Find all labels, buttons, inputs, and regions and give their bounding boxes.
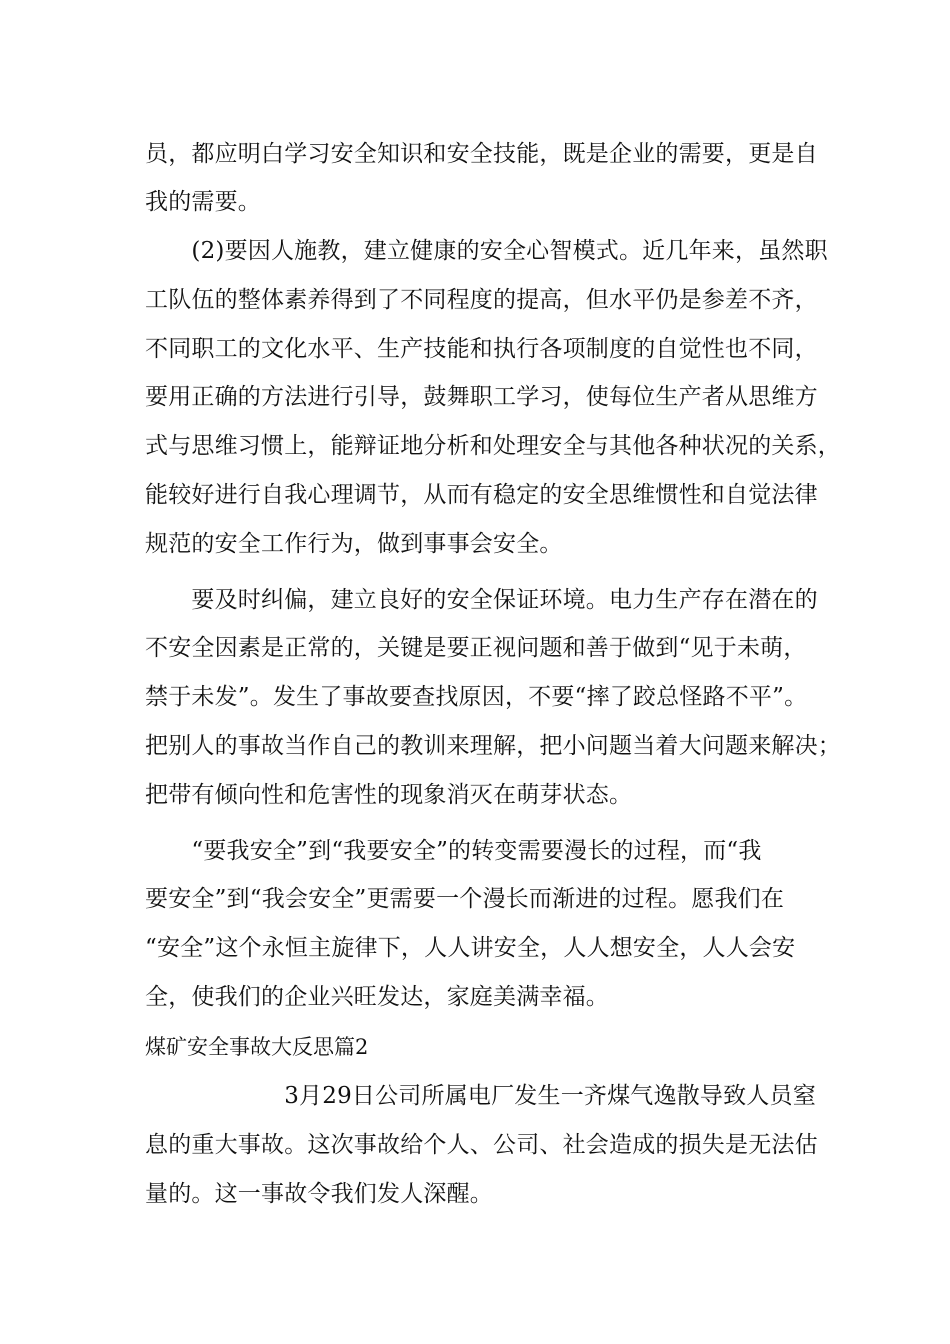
text-line: 量的。这一事故令我们发人深醒。: [145, 1181, 493, 1207]
text-line: 要安全”到“我会安全”更需要一个漫长而渐进的过程。愿我们在: [145, 886, 785, 912]
text-line: 我的需要。: [145, 189, 261, 215]
text-line: 不安全因素是正常的，关键是要正视问题和善于做到“见于未萌，: [145, 635, 807, 661]
text-line: 要用正确的方法进行引导，鼓舞职工学习，使每位生产者从思维方: [145, 384, 818, 410]
text-line: 式与思维习惯上，能辩证地分析和处理安全与其他各种状况的关系，: [145, 433, 841, 459]
text-line: 能较好进行自我心理调节，从而有稳定的安全思维惯性和自觉法律: [145, 482, 818, 508]
text-line: (2)要因人施教，建立健康的安全心智模式。近几年来，虽然职: [145, 238, 828, 264]
text-line: 工队伍的整体素养得到了不同程度的提高，但水平仍是参差不齐，: [145, 287, 818, 313]
text-line: 规范的安全工作行为，做到事事会安全。: [145, 531, 563, 557]
text-line: “要我安全”到“我要安全”的转变需要漫长的过程，而“我: [145, 838, 762, 864]
text-line: “安全”这个永恒主旋律下，人人讲安全，人人想安全，人人会安: [145, 935, 796, 961]
text-line: 不同职工的文化水平、生产技能和执行各项制度的自觉性也不同，: [145, 336, 818, 362]
text-line: 息的重大事故。这次事故给个人、公司、社会造成的损失是无法估: [145, 1132, 818, 1158]
text-line: 禁于未发”。发生了事故要查找原因，不要“摔了跤总怪路不平”。: [145, 684, 808, 710]
text-line: 把带有倾向性和危害性的现象消灭在萌芽状态。: [145, 782, 633, 808]
section-heading: 煤矿安全事故大反思篇2: [145, 1035, 369, 1059]
text-line: 要及时纠偏，建立良好的安全保证环境。电力生产存在潜在的: [145, 587, 818, 613]
text-line: 全，使我们的企业兴旺发达，家庭美满幸福。: [145, 984, 609, 1010]
text-line: 3月29日公司所属电厂发生一齐煤气逸散导致人员窒: [145, 1083, 816, 1109]
text-line: 员，都应明白学习安全知识和安全技能，既是企业的需要，更是自: [145, 141, 818, 167]
text-line: 把别人的事故当作自己的教训来理解，把小问题当着大问题来解决；: [145, 733, 841, 759]
